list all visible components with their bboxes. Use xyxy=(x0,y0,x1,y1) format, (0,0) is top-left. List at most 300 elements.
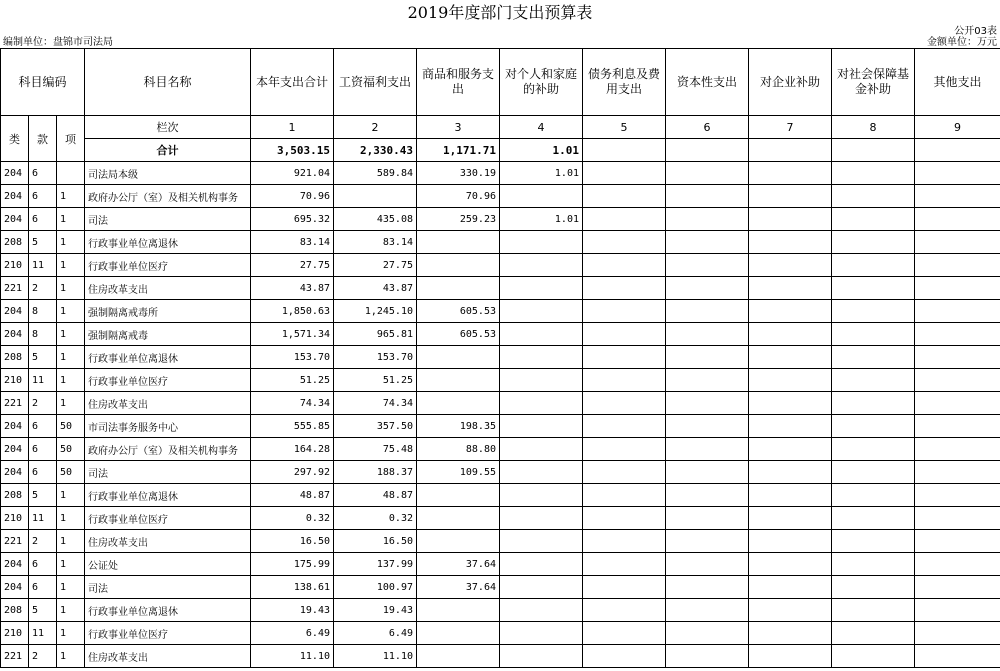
row-value xyxy=(583,254,666,277)
row-xiang xyxy=(57,162,85,185)
row-subject-name: 行政事业单位离退休 xyxy=(85,599,251,622)
row-lei: 221 xyxy=(1,530,29,553)
row-value xyxy=(915,622,1000,645)
row-value: 48.87 xyxy=(334,484,417,507)
row-value xyxy=(832,254,915,277)
row-value xyxy=(832,622,915,645)
row-value: 138.61 xyxy=(251,576,334,599)
row-value: 1.01 xyxy=(500,208,583,231)
row-value xyxy=(832,323,915,346)
row-value xyxy=(832,415,915,438)
row-value xyxy=(583,346,666,369)
row-value xyxy=(915,162,1000,185)
row-value: 43.87 xyxy=(334,277,417,300)
col-number: 1 xyxy=(251,116,334,139)
row-kuan: 6 xyxy=(29,185,57,208)
row-value xyxy=(832,438,915,461)
row-xiang: 1 xyxy=(57,576,85,599)
table-row xyxy=(1,507,1000,530)
row-lei: 208 xyxy=(1,484,29,507)
row-value: 70.96 xyxy=(417,185,500,208)
row-value xyxy=(915,323,1000,346)
row-lei: 204 xyxy=(1,553,29,576)
row-value xyxy=(749,185,832,208)
row-value xyxy=(666,622,749,645)
row-value xyxy=(749,300,832,323)
row-value: 198.35 xyxy=(417,415,500,438)
table-row xyxy=(1,622,1000,645)
row-value xyxy=(334,185,417,208)
table-row xyxy=(1,254,1000,277)
row-value xyxy=(749,392,832,415)
row-value xyxy=(915,599,1000,622)
row-kuan: 11 xyxy=(29,254,57,277)
page-title: 2019年度部门支出预算表 xyxy=(407,3,593,22)
row-value xyxy=(666,530,749,553)
row-xiang: 1 xyxy=(57,277,85,300)
total-value xyxy=(583,139,666,162)
row-xiang: 1 xyxy=(57,645,85,668)
row-kuan: 6 xyxy=(29,438,57,461)
row-xiang: 1 xyxy=(57,507,85,530)
row-value xyxy=(749,645,832,668)
row-subject-name: 公证处 xyxy=(85,553,251,576)
row-value xyxy=(832,300,915,323)
row-lei: 208 xyxy=(1,231,29,254)
row-value xyxy=(417,645,500,668)
row-value: 16.50 xyxy=(251,530,334,553)
row-value xyxy=(666,507,749,530)
row-value: 19.43 xyxy=(251,599,334,622)
row-value xyxy=(583,484,666,507)
row-xiang: 50 xyxy=(57,438,85,461)
row-value xyxy=(666,208,749,231)
row-value xyxy=(583,323,666,346)
row-value xyxy=(749,461,832,484)
header-kuan: 款 xyxy=(29,116,57,162)
row-value xyxy=(666,300,749,323)
row-value xyxy=(666,484,749,507)
row-value xyxy=(832,530,915,553)
row-value xyxy=(500,576,583,599)
row-subject-name: 强制隔离戒毒 xyxy=(85,323,251,346)
table-row xyxy=(1,323,1000,346)
row-value xyxy=(666,553,749,576)
table-row xyxy=(1,438,1000,461)
row-value xyxy=(417,392,500,415)
row-value: 37.64 xyxy=(417,576,500,599)
row-xiang: 1 xyxy=(57,553,85,576)
row-value: 16.50 xyxy=(334,530,417,553)
row-value xyxy=(832,277,915,300)
row-value xyxy=(749,277,832,300)
row-lei: 221 xyxy=(1,392,29,415)
row-lei: 204 xyxy=(1,438,29,461)
row-value xyxy=(583,392,666,415)
row-value xyxy=(749,208,832,231)
row-value: 175.99 xyxy=(251,553,334,576)
row-value xyxy=(832,553,915,576)
col-label: 栏次 xyxy=(85,116,251,139)
row-value xyxy=(500,461,583,484)
row-lei: 204 xyxy=(1,162,29,185)
row-value: 75.48 xyxy=(334,438,417,461)
row-subject-name: 住房改革支出 xyxy=(85,392,251,415)
row-value xyxy=(583,599,666,622)
row-lei: 204 xyxy=(1,415,29,438)
row-value xyxy=(666,254,749,277)
row-kuan: 5 xyxy=(29,346,57,369)
row-value: 921.04 xyxy=(251,162,334,185)
row-subject-name: 司法 xyxy=(85,461,251,484)
row-value xyxy=(417,507,500,530)
row-value xyxy=(749,484,832,507)
row-value xyxy=(500,231,583,254)
row-value xyxy=(666,438,749,461)
row-lei: 204 xyxy=(1,300,29,323)
header-lei: 类 xyxy=(1,116,29,162)
row-value xyxy=(915,438,1000,461)
row-value xyxy=(749,231,832,254)
row-value xyxy=(500,369,583,392)
row-value xyxy=(749,254,832,277)
row-value xyxy=(500,507,583,530)
row-value xyxy=(915,277,1000,300)
col-number: 4 xyxy=(500,116,583,139)
row-kuan: 5 xyxy=(29,599,57,622)
row-value xyxy=(666,323,749,346)
header-row xyxy=(1,49,1000,116)
total-value: 1,171.71 xyxy=(417,139,500,162)
row-value xyxy=(500,300,583,323)
row-lei: 221 xyxy=(1,645,29,668)
row-value: 1,245.10 xyxy=(334,300,417,323)
row-value: 51.25 xyxy=(334,369,417,392)
header-subject-name: 科目名称 xyxy=(85,49,251,116)
row-subject-name: 住房改革支出 xyxy=(85,277,251,300)
row-value xyxy=(915,300,1000,323)
col-number: 9 xyxy=(915,116,1000,139)
row-subject-name: 行政事业单位医疗 xyxy=(85,507,251,530)
row-subject-name: 政府办公厅（室）及相关机构事务 xyxy=(85,438,251,461)
table-row xyxy=(1,231,1000,254)
row-lei: 204 xyxy=(1,461,29,484)
row-value: 100.97 xyxy=(334,576,417,599)
row-value: 109.55 xyxy=(417,461,500,484)
row-subject-name: 住房改革支出 xyxy=(85,645,251,668)
row-value xyxy=(832,484,915,507)
row-kuan: 5 xyxy=(29,484,57,507)
row-value xyxy=(666,185,749,208)
total-label: 合计 xyxy=(85,139,251,162)
row-value: 164.28 xyxy=(251,438,334,461)
column-number-row xyxy=(1,116,1000,139)
money-unit: 金额单位：万元 xyxy=(927,37,997,48)
table-row xyxy=(1,553,1000,576)
row-value xyxy=(832,231,915,254)
row-value: 153.70 xyxy=(334,346,417,369)
row-value xyxy=(417,231,500,254)
row-value xyxy=(500,346,583,369)
row-kuan: 5 xyxy=(29,231,57,254)
header-col: 商品和服务支出 xyxy=(417,49,500,116)
row-value: 435.08 xyxy=(334,208,417,231)
table-row xyxy=(1,162,1000,185)
row-value xyxy=(500,438,583,461)
row-value: 137.99 xyxy=(334,553,417,576)
row-value xyxy=(832,645,915,668)
row-kuan: 8 xyxy=(29,323,57,346)
row-value xyxy=(500,392,583,415)
row-value: 153.70 xyxy=(251,346,334,369)
row-value xyxy=(915,553,1000,576)
row-value xyxy=(666,231,749,254)
row-lei: 208 xyxy=(1,599,29,622)
row-value xyxy=(666,576,749,599)
row-xiang: 50 xyxy=(57,415,85,438)
row-value: 6.49 xyxy=(334,622,417,645)
row-value: 965.81 xyxy=(334,323,417,346)
total-value xyxy=(832,139,915,162)
row-xiang: 1 xyxy=(57,254,85,277)
row-lei: 210 xyxy=(1,369,29,392)
compiling-unit: 编制单位：盘锦市司法局 xyxy=(3,37,113,48)
row-value xyxy=(583,415,666,438)
header-col: 其他支出 xyxy=(915,49,1000,116)
row-value xyxy=(500,277,583,300)
row-subject-name: 司法 xyxy=(85,576,251,599)
row-kuan: 2 xyxy=(29,530,57,553)
row-value xyxy=(583,162,666,185)
row-value xyxy=(915,507,1000,530)
row-value xyxy=(832,185,915,208)
row-value xyxy=(417,254,500,277)
row-xiang: 1 xyxy=(57,369,85,392)
row-value xyxy=(749,346,832,369)
row-kuan: 11 xyxy=(29,507,57,530)
row-value xyxy=(915,415,1000,438)
row-value xyxy=(749,415,832,438)
row-value xyxy=(915,369,1000,392)
row-value xyxy=(417,277,500,300)
table-row xyxy=(1,369,1000,392)
row-subject-name: 行政事业单位医疗 xyxy=(85,369,251,392)
total-value: 3,503.15 xyxy=(251,139,334,162)
row-value xyxy=(666,392,749,415)
table-row xyxy=(1,645,1000,668)
row-value xyxy=(666,415,749,438)
row-value: 605.53 xyxy=(417,323,500,346)
col-number: 5 xyxy=(583,116,666,139)
row-xiang: 1 xyxy=(57,208,85,231)
header-xiang: 项 xyxy=(57,116,85,162)
header-col: 资本性支出 xyxy=(666,49,749,116)
row-subject-name: 司法局本级 xyxy=(85,162,251,185)
row-xiang: 1 xyxy=(57,622,85,645)
row-value xyxy=(417,346,500,369)
row-value: 51.25 xyxy=(251,369,334,392)
row-kuan: 6 xyxy=(29,576,57,599)
budget-table xyxy=(0,48,1000,668)
row-value: 83.14 xyxy=(334,231,417,254)
row-value xyxy=(749,576,832,599)
row-value: 11.10 xyxy=(334,645,417,668)
row-value xyxy=(666,162,749,185)
row-value xyxy=(832,208,915,231)
row-value xyxy=(500,599,583,622)
table-row xyxy=(1,415,1000,438)
row-value xyxy=(500,530,583,553)
row-lei: 210 xyxy=(1,254,29,277)
row-value xyxy=(832,369,915,392)
row-value xyxy=(583,438,666,461)
row-kuan: 11 xyxy=(29,369,57,392)
total-value xyxy=(749,139,832,162)
header-col: 工资福利支出 xyxy=(334,49,417,116)
total-value xyxy=(666,139,749,162)
row-value xyxy=(832,461,915,484)
row-xiang: 1 xyxy=(57,530,85,553)
row-value xyxy=(749,599,832,622)
row-value xyxy=(915,530,1000,553)
row-value: 605.53 xyxy=(417,300,500,323)
header-col: 对个人和家庭的补助 xyxy=(500,49,583,116)
row-value xyxy=(583,300,666,323)
row-value: 188.37 xyxy=(334,461,417,484)
row-value: 0.32 xyxy=(251,507,334,530)
row-value xyxy=(749,507,832,530)
total-value: 1.01 xyxy=(500,139,583,162)
table-row xyxy=(1,461,1000,484)
row-lei: 221 xyxy=(1,277,29,300)
table-row xyxy=(1,530,1000,553)
row-xiang: 1 xyxy=(57,392,85,415)
row-kuan: 6 xyxy=(29,208,57,231)
row-value xyxy=(583,622,666,645)
row-lei: 210 xyxy=(1,507,29,530)
total-value: 2,330.43 xyxy=(334,139,417,162)
row-value xyxy=(500,254,583,277)
table-row xyxy=(1,346,1000,369)
row-value: 27.75 xyxy=(251,254,334,277)
row-value xyxy=(500,323,583,346)
row-kuan: 2 xyxy=(29,277,57,300)
row-value: 0.32 xyxy=(334,507,417,530)
row-xiang: 50 xyxy=(57,461,85,484)
row-value: 70.96 xyxy=(251,185,334,208)
total-row xyxy=(1,139,1000,162)
row-subject-name: 行政事业单位离退休 xyxy=(85,484,251,507)
row-value xyxy=(583,645,666,668)
row-value xyxy=(500,185,583,208)
row-value: 695.32 xyxy=(251,208,334,231)
row-value xyxy=(500,553,583,576)
row-value: 1.01 xyxy=(500,162,583,185)
row-value xyxy=(832,346,915,369)
row-xiang: 1 xyxy=(57,323,85,346)
row-value xyxy=(915,254,1000,277)
row-value: 555.85 xyxy=(251,415,334,438)
row-value xyxy=(500,415,583,438)
row-value xyxy=(915,185,1000,208)
row-kuan: 8 xyxy=(29,300,57,323)
row-subject-name: 行政事业单位医疗 xyxy=(85,254,251,277)
row-value: 330.19 xyxy=(417,162,500,185)
row-value: 11.10 xyxy=(251,645,334,668)
row-value xyxy=(915,484,1000,507)
row-value: 6.49 xyxy=(251,622,334,645)
row-value xyxy=(500,484,583,507)
row-value xyxy=(749,369,832,392)
row-kuan: 6 xyxy=(29,162,57,185)
col-number: 8 xyxy=(832,116,915,139)
row-value xyxy=(666,277,749,300)
row-value xyxy=(915,231,1000,254)
col-number: 2 xyxy=(334,116,417,139)
row-value xyxy=(583,530,666,553)
row-xiang: 1 xyxy=(57,300,85,323)
row-value xyxy=(749,622,832,645)
row-value xyxy=(417,622,500,645)
table-row xyxy=(1,300,1000,323)
form-code: 公开03表 xyxy=(954,26,997,37)
row-value: 589.84 xyxy=(334,162,417,185)
row-value xyxy=(749,553,832,576)
row-value: 357.50 xyxy=(334,415,417,438)
row-value xyxy=(417,599,500,622)
row-subject-name: 司法 xyxy=(85,208,251,231)
row-value xyxy=(417,484,500,507)
row-subject-name: 市司法事务服务中心 xyxy=(85,415,251,438)
row-value xyxy=(666,599,749,622)
row-value: 1,850.63 xyxy=(251,300,334,323)
row-value xyxy=(666,461,749,484)
row-value xyxy=(583,231,666,254)
row-value xyxy=(583,576,666,599)
row-value xyxy=(832,392,915,415)
row-subject-name: 政府办公厅（室）及相关机构事务 xyxy=(85,185,251,208)
row-value xyxy=(915,461,1000,484)
row-value xyxy=(666,346,749,369)
row-value: 259.23 xyxy=(417,208,500,231)
row-lei: 204 xyxy=(1,208,29,231)
table-row xyxy=(1,277,1000,300)
row-value xyxy=(666,645,749,668)
row-kuan: 11 xyxy=(29,622,57,645)
row-value xyxy=(666,369,749,392)
table-row xyxy=(1,484,1000,507)
table-row xyxy=(1,208,1000,231)
header-col: 本年支出合计 xyxy=(251,49,334,116)
row-subject-name: 行政事业单位离退休 xyxy=(85,231,251,254)
row-value xyxy=(583,277,666,300)
row-value xyxy=(500,622,583,645)
header-col: 债务利息及费用支出 xyxy=(583,49,666,116)
col-number: 7 xyxy=(749,116,832,139)
header-subject-code: 科目编码 xyxy=(1,49,85,116)
row-value xyxy=(832,162,915,185)
row-value xyxy=(500,645,583,668)
row-value xyxy=(749,323,832,346)
row-value xyxy=(915,346,1000,369)
row-lei: 204 xyxy=(1,323,29,346)
row-xiang: 1 xyxy=(57,484,85,507)
row-value: 74.34 xyxy=(251,392,334,415)
row-kuan: 6 xyxy=(29,415,57,438)
row-value: 48.87 xyxy=(251,484,334,507)
row-kuan: 2 xyxy=(29,392,57,415)
row-lei: 204 xyxy=(1,576,29,599)
